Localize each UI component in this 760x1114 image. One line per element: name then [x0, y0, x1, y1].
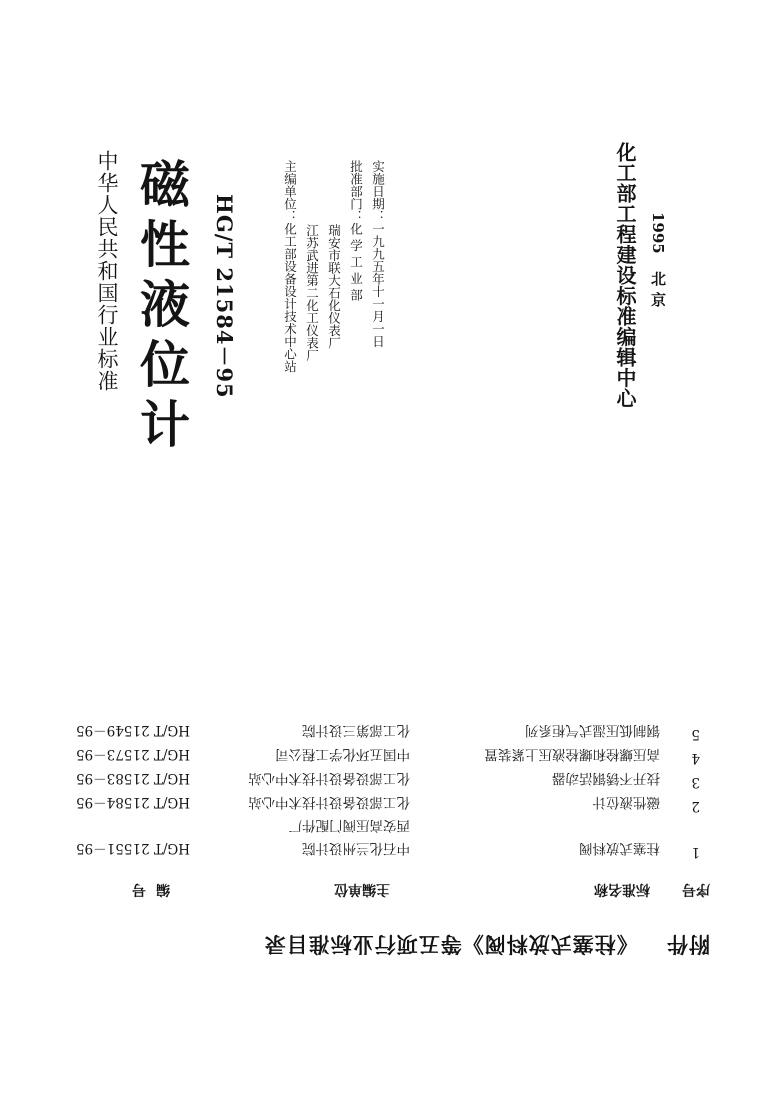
table-row: [60, 722, 710, 742]
row-code: HG/T 21573－95: [75, 746, 190, 762]
info-line-approver: 批准部门：化 学 工 业 部: [348, 160, 364, 301]
table-row: [60, 817, 710, 837]
row-name: 磁性液位计: [592, 794, 660, 810]
row-unit: 中国五环化学工程公司: [275, 746, 410, 762]
info-line-editor: 主编单位：化工部设备设计技术中心站: [282, 160, 298, 373]
header-name: 标准名称: [594, 881, 650, 897]
row-unit: 化工部第三设计院: [302, 722, 410, 738]
row-number: 1: [691, 844, 700, 860]
appendix-title: [60, 930, 710, 960]
info-line-editor-3: 瑞安市联大石化仪表厂: [326, 224, 342, 349]
row-number: 2: [691, 798, 700, 814]
row-unit: 化工部设备设计技术中心站: [248, 770, 410, 786]
standard-type: 中华人民共和国行业标准: [95, 150, 119, 392]
row-code: HG/T 21549－95: [75, 722, 190, 738]
row-name: 高压螺栓和螺栓液压上紧装置: [484, 746, 660, 762]
row-number: 4: [691, 750, 700, 766]
publisher: 化工部工程建设标准编辑中心: [613, 142, 637, 409]
appendix-title-text: 《柱塞式放料阀》等五项行业标准目录: [263, 932, 638, 956]
header-code: 编号: [122, 881, 170, 897]
publish-info: [650, 212, 665, 313]
table-row: [60, 770, 710, 790]
table-row: [60, 746, 710, 766]
row-unit: 中石化兰州设计院: [302, 840, 410, 856]
row-code: HG/T 21583－95: [75, 770, 190, 786]
standard-code: HG/T 21584－95: [212, 194, 237, 399]
row-code: HG/T 21584－95: [75, 794, 190, 810]
publish-city: 北京: [649, 270, 667, 313]
appendix-label: 附件: [666, 932, 710, 956]
document-title: 磁性液位计: [132, 158, 190, 458]
row-number: 5: [691, 726, 700, 742]
row-name: 技开不锈钢活动器: [552, 770, 660, 786]
info-line-date: 实施日期：一九九五年十一月一日: [370, 160, 386, 348]
header-unit: 主编单位: [334, 881, 390, 897]
publish-year: 1995: [649, 212, 667, 254]
row-number: 3: [691, 774, 700, 790]
appendix-section: [60, 690, 710, 960]
row-unit: 西安高压阀门配件厂: [288, 817, 410, 833]
row-name: 柱塞式放料阀: [579, 840, 660, 856]
info-block: [283, 160, 403, 400]
header-number: 序号: [682, 881, 710, 897]
table-row: [60, 840, 710, 860]
info-line-editor-2: 江苏武进第二化工仪表厂: [304, 224, 320, 362]
table-row: [60, 794, 710, 814]
row-code: HG/T 21551－95: [75, 840, 190, 856]
row-unit: 化工部设备设计技术中心站: [248, 794, 410, 810]
row-name: 钢制低压湿式气柜系列: [525, 722, 660, 738]
